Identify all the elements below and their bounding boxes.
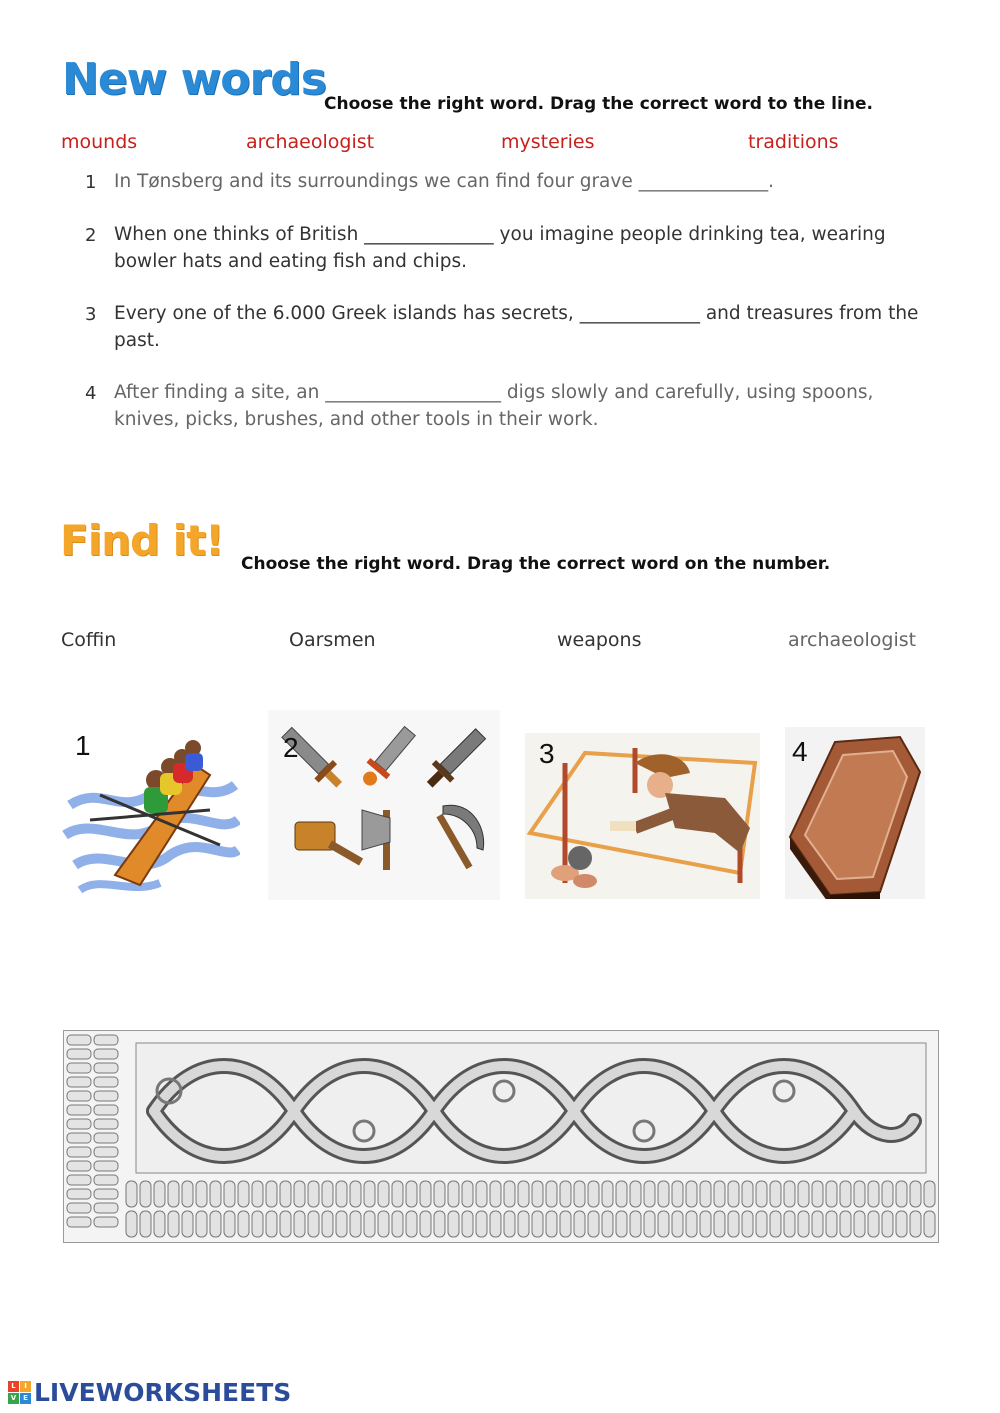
archaeologist-digging-icon bbox=[525, 733, 760, 899]
logo-letter: E bbox=[20, 1393, 31, 1404]
word-option-traditions[interactable]: traditions bbox=[748, 131, 839, 153]
picture-2-drop-target[interactable] bbox=[268, 710, 500, 900]
footer-brand-text: LIVEWORKSHEETS bbox=[34, 1378, 292, 1407]
section2-instruction: Choose the right word. Drag the correct word on the number. bbox=[241, 554, 831, 574]
logo-letter: I bbox=[20, 1381, 31, 1392]
logo-letter: V bbox=[8, 1393, 19, 1404]
question-text: After finding a site, an ___________________ digs slowly and carefully, using spoons, knives, picks, brushes, and other tools in their work. bbox=[114, 382, 874, 430]
word-option-archaeologist[interactable]: archaeologist bbox=[246, 131, 375, 153]
question-number: 3 bbox=[85, 304, 97, 325]
weapons-icon bbox=[268, 710, 500, 900]
question-text: When one thinks of British ______________ you imagine people drinking tea, wearing bowler hats and eating fish and chips. bbox=[114, 224, 886, 272]
word-option-oarsmen[interactable]: Oarsmen bbox=[289, 629, 376, 651]
logo-letter: L bbox=[8, 1381, 19, 1392]
decorative-knot-border bbox=[63, 1030, 939, 1243]
word-option-weapons[interactable]: weapons bbox=[557, 629, 642, 651]
picture-number-2: 2 bbox=[283, 732, 299, 763]
question-number: 4 bbox=[85, 383, 97, 404]
question-text: In Tønsberg and its surroundings we can find four grave ______________. bbox=[114, 171, 774, 192]
section-title-new-words: New words bbox=[62, 54, 326, 105]
question-number: 2 bbox=[85, 225, 97, 246]
section1-instruction: Choose the right word. Drag the correct word to the line. bbox=[324, 94, 873, 114]
knotwork-icon bbox=[64, 1031, 938, 1242]
word-option-archaeologist-2[interactable]: archaeologist bbox=[788, 629, 917, 651]
question-number: 1 bbox=[85, 172, 97, 193]
word-option-coffin[interactable]: Coffin bbox=[61, 629, 117, 651]
question-text: Every one of the 6.000 Greek islands has secrets, _____________ and treasures from the past. bbox=[114, 303, 919, 351]
picture-number-4: 4 bbox=[792, 736, 808, 767]
picture-number-3: 3 bbox=[539, 738, 555, 769]
word-option-mounds[interactable]: mounds bbox=[61, 131, 138, 153]
section-title-find-it: Find it! bbox=[60, 516, 224, 565]
liveworksheets-logo-icon bbox=[8, 1381, 31, 1404]
picture-3-drop-target[interactable] bbox=[525, 733, 760, 899]
footer-brand[interactable] bbox=[8, 1378, 291, 1407]
word-option-mysteries[interactable]: mysteries bbox=[501, 131, 595, 153]
picture-number-1: 1 bbox=[75, 730, 91, 761]
